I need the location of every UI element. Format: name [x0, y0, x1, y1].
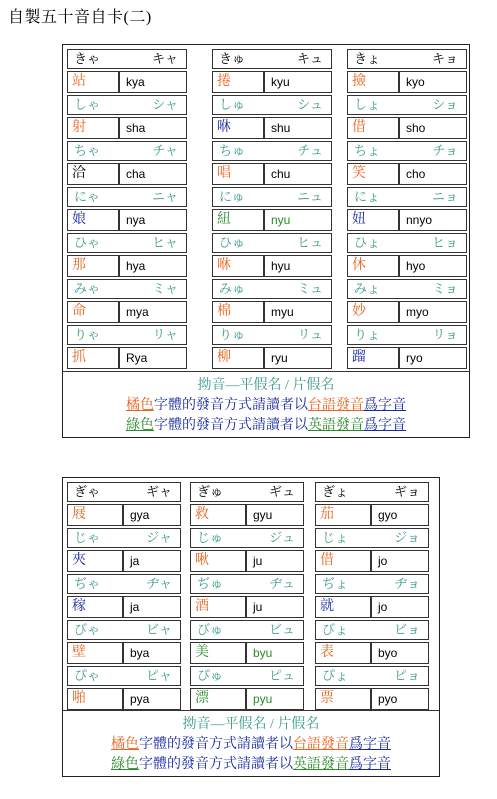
language-word: 英語發音: [308, 418, 364, 433]
kana-card-2: [62, 477, 440, 777]
katakana-label: ギョ: [393, 484, 420, 499]
kanji-char: 洽: [67, 163, 119, 185]
hiragana-label: じゅ: [197, 530, 224, 545]
romaji-label: jo: [371, 596, 429, 618]
kana-row: [67, 141, 187, 161]
footer-end: 爲字音: [349, 737, 391, 752]
katakana-label: キュ: [296, 51, 323, 66]
hiragana-label: ひょ: [354, 235, 381, 250]
romaji-label: kyo: [399, 71, 467, 93]
kanji-char: 表: [315, 642, 371, 664]
hiragana-label: りゃ: [74, 327, 101, 342]
kana-row: [347, 187, 467, 207]
kanji-char: 唱: [212, 163, 264, 185]
kanji-char: 茄: [315, 504, 371, 526]
hiragana-label: にゃ: [74, 189, 100, 204]
kanji-char: 妙: [347, 301, 399, 323]
romaji-label: gyo: [371, 504, 429, 526]
footer-line3: [63, 753, 439, 773]
footer-text: 字體的發音方式請讀者以: [139, 757, 293, 772]
kana-row: [347, 325, 467, 345]
katakana-label: ショ: [432, 97, 458, 112]
footer-text: 字體的發音方式請讀者以: [139, 737, 293, 752]
kana-row: [212, 279, 332, 299]
footer-line3: [63, 414, 469, 434]
katakana-label: シュ: [297, 97, 323, 112]
romaji-label: kya: [119, 71, 187, 93]
hiragana-label: きゅ: [219, 51, 246, 66]
hiragana-label: みゅ: [219, 281, 246, 296]
group-header: [347, 49, 467, 69]
katakana-label: ヒョ: [431, 235, 458, 250]
kanji-char: 美: [190, 642, 246, 664]
katakana-label: ピョ: [393, 668, 420, 683]
hiragana-label: ちゃ: [74, 143, 101, 158]
kanji-char: 稼: [67, 596, 123, 618]
kanji-char: 夾: [67, 550, 123, 572]
katakana-label: ミュ: [297, 281, 323, 296]
kana-row: [67, 574, 181, 594]
hiragana-label: びゅ: [197, 622, 224, 637]
romaji-label: cha: [119, 163, 187, 185]
katakana-label: リュ: [297, 327, 323, 342]
group-header: [67, 49, 187, 69]
romaji-label: ju: [246, 550, 304, 572]
language-word: 台語發音: [293, 737, 349, 752]
kana-row: [212, 325, 332, 345]
kana-row: [67, 233, 187, 253]
kana-row: [315, 666, 429, 686]
hiragana-label: ぎゅ: [197, 484, 224, 499]
hiragana-label: じょ: [322, 530, 349, 545]
romaji-label: kyu: [264, 71, 332, 93]
romaji-label: cho: [399, 163, 467, 185]
kana-row: [347, 141, 467, 161]
katakana-label: ヂョ: [394, 576, 420, 591]
footer-divider: [63, 710, 439, 711]
kanji-char: 捲: [212, 71, 264, 93]
katakana-label: キャ: [151, 51, 178, 66]
kanji-char: 射: [67, 117, 119, 139]
hiragana-label: ちょ: [354, 143, 381, 158]
hiragana-label: きゃ: [74, 51, 101, 66]
kana-row: [212, 233, 332, 253]
kana-row: [67, 95, 187, 115]
romaji-label: gyu: [246, 504, 304, 526]
katakana-label: ジュ: [269, 530, 295, 545]
kana-row: [190, 528, 304, 548]
romaji-label: sha: [119, 117, 187, 139]
footer-subtitle-text: 拗音—平假名 / 片假名: [182, 717, 320, 732]
footer-line2: [63, 394, 469, 414]
romaji-label: ja: [123, 550, 181, 572]
romaji-label: nyu: [264, 209, 332, 231]
romaji-label: hya: [119, 255, 187, 277]
romaji-label: ja: [123, 596, 181, 618]
kana-row: [67, 187, 187, 207]
color-word: 橘色: [126, 398, 154, 413]
kanji-char: 酒: [190, 596, 246, 618]
kana-row: [67, 620, 181, 640]
footer-text: 字體的發音方式請讀者以: [154, 398, 308, 413]
footer-end: 爲字音: [364, 398, 406, 413]
kanji-char: 蹓: [347, 347, 399, 369]
kanji-char: 屐: [67, 504, 123, 526]
hiragana-label: ぴょ: [322, 668, 349, 683]
kanji-char: 漂: [190, 688, 246, 710]
group-header: [190, 482, 304, 502]
hiragana-label: ぎゃ: [74, 484, 101, 499]
hiragana-label: きょ: [354, 51, 381, 66]
footer-divider: [63, 371, 469, 372]
katakana-label: ピャ: [145, 668, 172, 683]
hiragana-label: ぢょ: [322, 576, 349, 591]
kana-row: [190, 620, 304, 640]
romaji-label: mya: [119, 301, 187, 323]
katakana-label: チュ: [297, 143, 323, 158]
romaji-label: pyo: [371, 688, 429, 710]
hiragana-label: ちゅ: [219, 143, 246, 158]
hiragana-label: ぴゃ: [74, 668, 101, 683]
footer-end: 爲字音: [364, 418, 406, 433]
group-header: [212, 49, 332, 69]
language-word: 台語發音: [308, 398, 364, 413]
katakana-label: ヂャ: [146, 576, 172, 591]
romaji-label: ju: [246, 596, 304, 618]
kanji-char: 棉: [212, 301, 264, 323]
hiragana-label: ぢゃ: [74, 576, 101, 591]
kana-row: [315, 528, 429, 548]
kanji-char: 紐: [212, 209, 264, 231]
hiragana-label: ひゃ: [74, 235, 101, 250]
hiragana-label: ひゅ: [219, 235, 246, 250]
romaji-label: byo: [371, 642, 429, 664]
kanji-char: 那: [67, 255, 119, 277]
kanji-char: 妞: [347, 209, 399, 231]
katakana-label: ジョ: [394, 530, 420, 545]
kanji-char: 借: [347, 117, 399, 139]
kana-row: [67, 666, 181, 686]
hiragana-label: りょ: [354, 327, 381, 342]
katakana-label: ニャ: [151, 189, 178, 204]
katakana-label: リョ: [432, 327, 458, 342]
kana-row: [315, 620, 429, 640]
kana-card-1: [62, 44, 470, 438]
romaji-label: nya: [119, 209, 187, 231]
katakana-label: リャ: [152, 327, 178, 342]
romaji-label: nnyo: [399, 209, 467, 231]
katakana-label: ヂュ: [269, 576, 295, 591]
romaji-label: shu: [264, 117, 332, 139]
kanji-char: 撿: [347, 71, 399, 93]
katakana-label: ギャ: [145, 484, 172, 499]
kanji-char: 站: [67, 71, 119, 93]
katakana-label: シャ: [152, 97, 178, 112]
romaji-label: myo: [399, 301, 467, 323]
color-word: 橘色: [111, 737, 139, 752]
hiragana-label: ぢゅ: [197, 576, 224, 591]
katakana-label: チャ: [152, 143, 178, 158]
kana-row: [67, 528, 181, 548]
footer-end: 爲字音: [349, 757, 391, 772]
hiragana-label: ぎょ: [322, 484, 349, 499]
romaji-label: bya: [123, 642, 181, 664]
kanji-char: 命: [67, 301, 119, 323]
kana-row: [315, 574, 429, 594]
romaji-label: jo: [371, 550, 429, 572]
katakana-label: ビャ: [145, 622, 172, 637]
kanji-char: 啾: [190, 550, 246, 572]
page-title: 自製五十音自卡(二): [8, 9, 152, 26]
footer-subtitle: [63, 713, 439, 733]
katakana-label: ミョ: [432, 281, 458, 296]
kana-row: [190, 574, 304, 594]
hiragana-label: みゃ: [74, 281, 101, 296]
romaji-label: myu: [264, 301, 332, 323]
footer-subtitle-text: 拗音—平假名 / 片假名: [197, 378, 335, 393]
katakana-label: ギュ: [268, 484, 295, 499]
romaji-label: hyo: [399, 255, 467, 277]
katakana-label: ヒャ: [151, 235, 178, 250]
group-header: [67, 482, 181, 502]
kanji-char: 票: [315, 688, 371, 710]
romaji-label: hyu: [264, 255, 332, 277]
kana-row: [190, 666, 304, 686]
kanji-char: 休: [347, 255, 399, 277]
footer-subtitle: [63, 374, 469, 394]
kanji-char: 抓: [67, 347, 119, 369]
footer-line2: [63, 733, 439, 753]
hiragana-label: しゃ: [74, 97, 101, 112]
katakana-label: ビョ: [393, 622, 420, 637]
kana-row: [347, 95, 467, 115]
hiragana-label: じゃ: [74, 530, 101, 545]
kanji-char: 咻: [212, 255, 264, 277]
katakana-label: ニュ: [296, 189, 323, 204]
kanji-char: 救: [190, 504, 246, 526]
kana-row: [212, 95, 332, 115]
romaji-label: sho: [399, 117, 467, 139]
hiragana-label: りゅ: [219, 327, 246, 342]
kana-row: [212, 187, 332, 207]
kana-row: [347, 279, 467, 299]
kanji-char: 柳: [212, 347, 264, 369]
katakana-label: ヒュ: [296, 235, 323, 250]
footer-text: 字體的發音方式請讀者以: [154, 418, 308, 433]
kana-row: [212, 141, 332, 161]
katakana-label: ピュ: [268, 668, 295, 683]
hiragana-label: しゅ: [219, 97, 246, 112]
romaji-label: pyu: [246, 688, 304, 710]
kana-row: [67, 279, 187, 299]
language-word: 英語發音: [293, 757, 349, 772]
kana-row: [67, 325, 187, 345]
hiragana-label: ぴゅ: [197, 668, 224, 683]
kanji-char: 咻: [212, 117, 264, 139]
katakana-label: キョ: [431, 51, 458, 66]
kanji-char: 笑: [347, 163, 399, 185]
color-word: 綠色: [111, 757, 139, 772]
katakana-label: ジャ: [146, 530, 172, 545]
katakana-label: ビュ: [268, 622, 295, 637]
katakana-label: ニョ: [431, 189, 458, 204]
group-header: [315, 482, 429, 502]
romaji-label: chu: [264, 163, 332, 185]
romaji-label: Rya: [119, 347, 187, 369]
kana-row: [347, 233, 467, 253]
katakana-label: ミャ: [152, 281, 178, 296]
hiragana-label: びゃ: [74, 622, 101, 637]
kanji-char: 就: [315, 596, 371, 618]
color-word: 綠色: [126, 418, 154, 433]
kanji-char: 啪: [67, 688, 123, 710]
romaji-label: gya: [123, 504, 181, 526]
hiragana-label: びょ: [322, 622, 349, 637]
hiragana-label: にゅ: [219, 189, 245, 204]
romaji-label: pya: [123, 688, 181, 710]
katakana-label: チョ: [432, 143, 458, 158]
romaji-label: ryo: [399, 347, 467, 369]
kanji-char: 壁: [67, 642, 123, 664]
hiragana-label: みょ: [354, 281, 381, 296]
hiragana-label: しょ: [354, 97, 381, 112]
kanji-char: 借: [315, 550, 371, 572]
kanji-char: 娘: [67, 209, 119, 231]
romaji-label: byu: [246, 642, 304, 664]
romaji-label: ryu: [264, 347, 332, 369]
hiragana-label: にょ: [354, 189, 380, 204]
